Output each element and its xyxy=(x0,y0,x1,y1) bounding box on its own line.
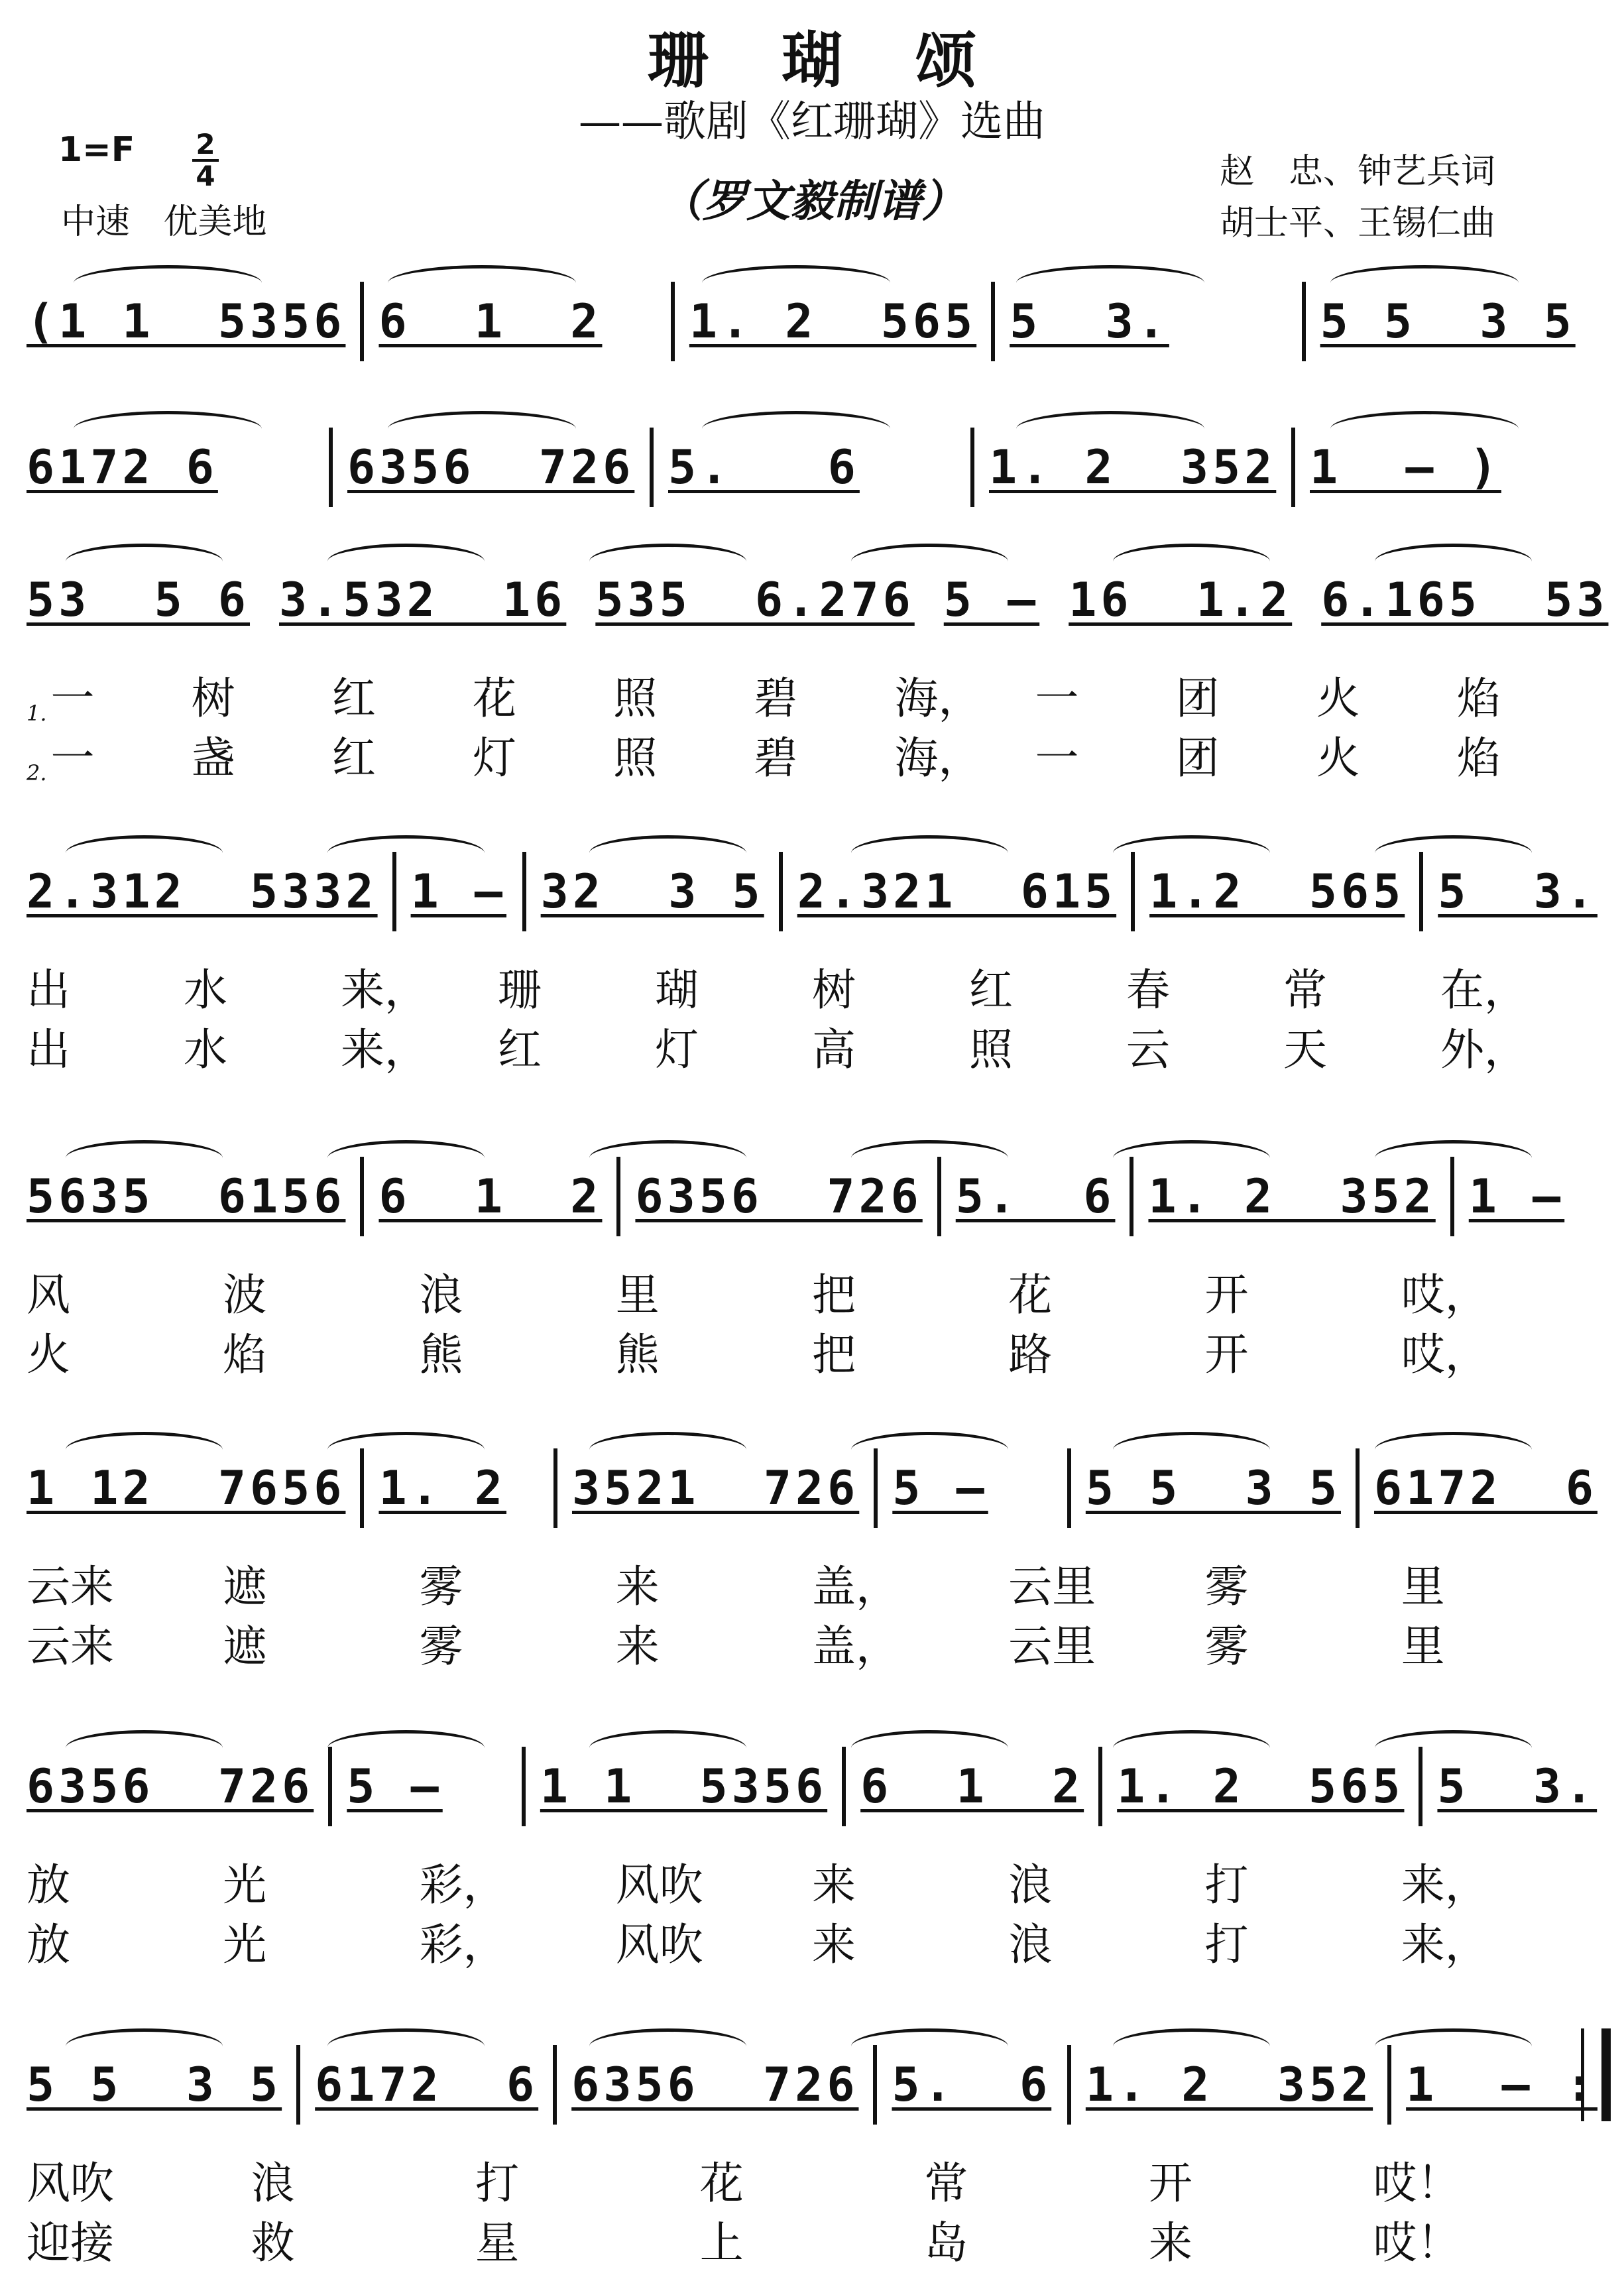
measure: 6356 726 xyxy=(347,440,635,495)
lyric-syllable: 红 xyxy=(498,1024,542,1075)
barline xyxy=(842,1747,846,1826)
slur xyxy=(1330,265,1519,283)
notation-line xyxy=(27,1757,1597,1816)
lyric-syllable: 里 xyxy=(1401,1621,1445,1672)
barline xyxy=(991,282,995,361)
slur xyxy=(851,544,1008,561)
lyric-syllable: 红 xyxy=(331,732,376,784)
lyric-syllable: 碧 xyxy=(754,732,798,784)
lyric-syllable: 来 xyxy=(615,1561,660,1612)
slur xyxy=(388,411,576,429)
lyric-syllable: 水 xyxy=(184,965,227,1016)
slur xyxy=(589,1432,746,1450)
time-signature-top: 2 xyxy=(196,128,215,160)
lyric-syllable: 盏 xyxy=(191,732,235,784)
measure: 6356 726 xyxy=(571,2058,859,2112)
lyric-syllable: 来， xyxy=(341,965,428,1016)
barline xyxy=(1419,1747,1422,1826)
measure: 2.321 615 xyxy=(797,864,1117,919)
lyric-syllable: 雾 xyxy=(1204,1561,1249,1612)
measure: 6 1 2 xyxy=(860,1759,1084,1814)
measure: 6172 6 xyxy=(315,2058,539,2112)
measure: 1. 2 565 xyxy=(689,294,977,349)
lyric-syllable: 来 xyxy=(812,1919,856,1970)
barline xyxy=(1130,1157,1133,1236)
lyric-syllable: 放 xyxy=(27,1919,70,1970)
lyric-syllable: 常 xyxy=(924,2158,968,2209)
barline xyxy=(1291,428,1295,507)
measure: 1. 2 565 xyxy=(1117,1759,1405,1814)
slur xyxy=(66,1140,223,1158)
lyric-syllable: 云里 xyxy=(1008,1621,1096,1672)
slur xyxy=(1375,1730,1532,1748)
slur xyxy=(589,2028,746,2046)
measure: 6356 726 xyxy=(27,1759,314,1814)
lyric-syllable: 灯 xyxy=(655,1024,699,1075)
slur xyxy=(851,1432,1008,1450)
lyric-syllable: 彩， xyxy=(419,1859,507,1910)
verse-number: 2. xyxy=(27,760,47,786)
lyric-syllable: 把 xyxy=(812,1329,856,1380)
slur xyxy=(1113,2028,1270,2046)
lyric-syllable: 打 xyxy=(1204,1919,1249,1970)
lyric-line xyxy=(27,1611,1597,1674)
slur xyxy=(851,2028,1008,2046)
measure: 1 — : xyxy=(1406,2058,1597,2112)
barline xyxy=(1356,1448,1360,1528)
lyric-syllable: 灯 xyxy=(472,732,516,784)
lyric-syllable: 红 xyxy=(969,965,1013,1016)
lyric-syllable: 在， xyxy=(1440,965,1528,1016)
slur xyxy=(66,1432,223,1450)
notation-line xyxy=(27,2055,1597,2115)
lyric-syllable: 熊 xyxy=(419,1329,463,1380)
lyric-syllable: 盖， xyxy=(812,1621,899,1672)
slur xyxy=(1375,1432,1532,1450)
lyric-syllable: 哎， xyxy=(1401,1269,1489,1320)
lyric-syllable: 水 xyxy=(184,1024,227,1075)
barline xyxy=(360,282,364,361)
composer-credit: 胡士平、王锡仁曲 xyxy=(1220,204,1496,243)
barline xyxy=(1450,1157,1454,1236)
slur xyxy=(851,1140,1008,1158)
key-signature: 1=F xyxy=(58,130,135,170)
lyric-syllable: 春 xyxy=(1126,965,1170,1016)
notation-line xyxy=(27,862,1597,921)
notation-line xyxy=(27,292,1597,351)
lyric-line xyxy=(27,1909,1597,1972)
lyric-syllable: 遮 xyxy=(223,1561,267,1612)
lyric-syllable: 上 xyxy=(699,2217,744,2268)
lyric-syllable: 云来 xyxy=(27,1621,114,1672)
tempo-expression: 优美地 xyxy=(163,202,267,242)
measure: 53 5 6 xyxy=(27,573,251,627)
lyric-syllable: 浪 xyxy=(1008,1919,1053,1970)
slur xyxy=(327,835,485,853)
measure: 16 1.2 xyxy=(1069,573,1293,627)
lyric-syllable: 岛 xyxy=(924,2217,968,2268)
measure: 1. 2 xyxy=(378,1461,507,1515)
lyric-syllable: 花 xyxy=(472,673,516,724)
barline xyxy=(522,852,526,931)
lyric-syllable: 海， xyxy=(894,732,982,784)
time-signature xyxy=(192,130,219,191)
lyric-syllable: 打 xyxy=(475,2158,520,2209)
slur xyxy=(327,2028,485,2046)
measure: 1. 2 352 xyxy=(1148,1169,1436,1224)
slur xyxy=(388,265,576,283)
notation-line xyxy=(27,1167,1597,1226)
slur xyxy=(1113,544,1270,561)
lyric-syllable: 瑚 xyxy=(655,965,699,1016)
barline xyxy=(392,852,396,931)
barline xyxy=(1067,1448,1071,1528)
lyric-line xyxy=(27,723,1597,786)
measure: 535 6.276 xyxy=(595,573,915,627)
barline xyxy=(1302,282,1306,361)
lyric-syllable: 开 xyxy=(1204,1269,1249,1320)
measure: 1 — xyxy=(1468,1169,1565,1224)
lyric-syllable: 树 xyxy=(191,673,235,724)
slur xyxy=(1375,835,1532,853)
measure: 6356 726 xyxy=(635,1169,923,1224)
measure: 5 5 3 5 xyxy=(1085,1461,1341,1515)
lyric-line xyxy=(27,1551,1597,1614)
lyric-syllable: 外， xyxy=(1440,1024,1528,1075)
lyric-syllable: 开 xyxy=(1148,2158,1192,2209)
lyric-syllable: 浪 xyxy=(1008,1859,1053,1910)
lyric-syllable: 哎！ xyxy=(1373,2217,1461,2268)
measure: 1 12 7656 xyxy=(27,1461,346,1515)
lyric-syllable: 雾 xyxy=(1204,1621,1249,1672)
lyric-syllable: 盖， xyxy=(812,1561,899,1612)
lyric-syllable: 云来 xyxy=(27,1561,114,1612)
barline xyxy=(522,1747,526,1826)
measure: 5 — xyxy=(347,1759,443,1814)
slur xyxy=(1113,1432,1270,1450)
lyric-line xyxy=(27,1014,1597,1077)
lyric-syllable: 出 xyxy=(27,1024,70,1075)
lyric-syllable: 打 xyxy=(1204,1859,1249,1910)
lyric-syllable: 常 xyxy=(1283,965,1327,1016)
lyric-syllable: 浪 xyxy=(251,2158,295,2209)
lyric-syllable: 焰 xyxy=(223,1329,267,1380)
slur xyxy=(1375,2028,1532,2046)
lyric-syllable: 救 xyxy=(251,2217,295,2268)
slur xyxy=(1113,1730,1270,1748)
lyric-syllable: 一 xyxy=(1035,732,1079,784)
lyric-line xyxy=(27,955,1597,1018)
slur xyxy=(66,2028,223,2046)
lyric-syllable: 里 xyxy=(615,1269,660,1320)
lyric-syllable: 海， xyxy=(894,673,982,724)
measure: 5 — xyxy=(943,573,1040,627)
lyric-syllable: 团 xyxy=(1175,732,1220,784)
barline xyxy=(1387,2045,1391,2125)
slur xyxy=(1113,1140,1270,1158)
lyric-syllable: 浪 xyxy=(419,1269,463,1320)
lyric-syllable: 来 xyxy=(615,1621,660,1672)
measure: 6172 6 xyxy=(27,440,218,495)
lyric-syllable: 风吹 xyxy=(27,2158,114,2209)
lyric-syllable: 彩， xyxy=(419,1919,507,1970)
slur xyxy=(74,411,262,429)
barline xyxy=(779,852,783,931)
tempo-marking xyxy=(61,194,290,243)
slur xyxy=(589,1730,746,1748)
lyric-syllable: 团 xyxy=(1175,673,1220,724)
measure: 3.532 16 xyxy=(279,573,567,627)
lyric-syllable: 高 xyxy=(812,1024,856,1075)
lyric-syllable: 哎！ xyxy=(1373,2158,1461,2209)
slur xyxy=(66,544,223,561)
lyric-line xyxy=(27,2148,1597,2211)
measure: 5 3. xyxy=(1438,864,1597,919)
lyric-line xyxy=(27,663,1597,726)
measure: 6 1 2 xyxy=(378,1169,603,1224)
lyric-syllable: 来， xyxy=(1401,1919,1489,1970)
measure: 1. 2 352 xyxy=(1085,2058,1373,2112)
barline xyxy=(329,428,333,507)
lyric-syllable: 雾 xyxy=(419,1621,463,1672)
lyric-syllable: 照 xyxy=(613,732,658,784)
measure: 1 — xyxy=(410,864,507,919)
lyric-syllable: 放 xyxy=(27,1859,70,1910)
song-subtitle: ——歌剧《红珊瑚》选曲 xyxy=(579,97,1045,146)
lyric-syllable: 来， xyxy=(1401,1859,1489,1910)
barline xyxy=(970,428,974,507)
barline xyxy=(1419,852,1423,931)
measure: (1 1 5356 xyxy=(27,294,346,349)
lyric-syllable: 天 xyxy=(1283,1024,1327,1075)
lyric-syllable: 珊 xyxy=(498,965,542,1016)
barline xyxy=(360,1448,364,1528)
lyric-syllable: 光 xyxy=(223,1919,267,1970)
lyric-line xyxy=(27,1849,1597,1912)
slur xyxy=(702,411,890,429)
measure: 5 5 3 5 xyxy=(27,2058,282,2112)
lyric-syllable: 出 xyxy=(27,965,70,1016)
measure: 5. 6 xyxy=(668,440,860,495)
lyric-line xyxy=(27,2207,1597,2270)
measure: 1 — ) xyxy=(1310,440,1501,495)
barline xyxy=(360,1157,364,1236)
verse-number: 1. xyxy=(27,701,47,726)
lyric-syllable: 火 xyxy=(1316,732,1360,784)
notation-line xyxy=(27,1458,1597,1518)
measure: 3521 726 xyxy=(571,1461,860,1515)
slur xyxy=(66,835,223,853)
slur xyxy=(327,544,485,561)
lyric-syllable: 火 xyxy=(1316,673,1360,724)
barline xyxy=(671,282,675,361)
slur xyxy=(327,1730,485,1748)
measure: 5 5 3 5 xyxy=(1320,294,1576,349)
end-repeat-barline xyxy=(1581,2028,1611,2121)
slur xyxy=(74,265,262,283)
barline xyxy=(873,2045,877,2125)
slur xyxy=(327,1432,485,1450)
lyric-syllable: 焰 xyxy=(1456,732,1501,784)
lyric-syllable: 一 xyxy=(50,673,95,724)
measure: 32 3 5 xyxy=(540,864,764,919)
transcriber-note: （罗文毅制谱） xyxy=(659,175,965,227)
lyric-syllable: 遮 xyxy=(223,1621,267,1672)
barline xyxy=(328,1747,332,1826)
lyric-syllable: 来， xyxy=(341,1024,428,1075)
barline xyxy=(553,1448,557,1528)
time-signature-bottom: 4 xyxy=(196,160,215,192)
notation-line xyxy=(27,570,1609,630)
lyric-syllable: 一 xyxy=(1035,673,1079,724)
slur xyxy=(589,1140,746,1158)
slur xyxy=(1375,1140,1532,1158)
lyricist-credit: 赵 忠、钟艺兵词 xyxy=(1220,152,1496,192)
lyric-syllable: 路 xyxy=(1008,1329,1053,1380)
notation-line xyxy=(27,438,1597,497)
barline xyxy=(553,2045,557,2125)
lyric-syllable: 光 xyxy=(223,1859,267,1910)
measure: 2.312 5332 xyxy=(27,864,378,919)
slur xyxy=(851,1730,1008,1748)
slur xyxy=(702,265,890,283)
lyric-line xyxy=(27,1319,1597,1382)
song-title: 珊瑚颂 xyxy=(647,25,1049,96)
lyric-syllable: 照 xyxy=(969,1024,1013,1075)
barline xyxy=(1131,852,1135,931)
lyric-syllable: 照 xyxy=(613,673,658,724)
lyric-syllable: 火 xyxy=(27,1329,70,1380)
lyric-syllable: 一 xyxy=(50,732,95,784)
lyric-syllable: 碧 xyxy=(754,673,798,724)
slur xyxy=(851,835,1008,853)
lyric-syllable: 风吹 xyxy=(615,1859,703,1910)
barline xyxy=(1098,1747,1102,1826)
measure: 5 3. xyxy=(1437,1759,1597,1814)
lyric-syllable: 风吹 xyxy=(615,1919,703,1970)
lyric-syllable: 风 xyxy=(27,1269,70,1320)
slur xyxy=(1330,411,1519,429)
measure: 5635 6156 xyxy=(27,1169,346,1224)
lyric-syllable: 熊 xyxy=(615,1329,660,1380)
measure: 5 — xyxy=(892,1461,988,1515)
barline xyxy=(937,1157,941,1236)
lyric-syllable: 云 xyxy=(1126,1024,1170,1075)
lyric-syllable: 哎， xyxy=(1401,1329,1489,1380)
measure: 5. 6 xyxy=(892,2058,1052,2112)
lyric-syllable: 波 xyxy=(223,1269,267,1320)
barline xyxy=(874,1448,878,1528)
slur xyxy=(1016,265,1204,283)
lyric-syllable: 花 xyxy=(699,2158,744,2209)
measure: 6172 6 xyxy=(1373,1461,1597,1515)
lyric-syllable: 来 xyxy=(1148,2217,1192,2268)
lyric-syllable: 开 xyxy=(1204,1329,1249,1380)
measure: 6 1 2 xyxy=(378,294,603,349)
lyric-line xyxy=(27,1259,1597,1322)
lyric-syllable: 里 xyxy=(1401,1561,1445,1612)
lyric-syllable: 星 xyxy=(475,2217,520,2268)
lyric-syllable: 焰 xyxy=(1456,673,1501,724)
lyric-syllable: 云里 xyxy=(1008,1561,1096,1612)
slur xyxy=(589,835,746,853)
lyric-syllable: 把 xyxy=(812,1269,856,1320)
barline xyxy=(650,428,654,507)
measure: 6.165 53 xyxy=(1321,573,1609,627)
slur xyxy=(589,544,746,561)
credits xyxy=(1220,146,1495,249)
measure: 1. 2 352 xyxy=(989,440,1277,495)
lyric-syllable: 雾 xyxy=(419,1561,463,1612)
barline xyxy=(1067,2045,1071,2125)
slur xyxy=(1113,835,1270,853)
measure: 1 1 5356 xyxy=(540,1759,828,1814)
measure: 1.2 565 xyxy=(1149,864,1405,919)
tempo-speed: 中速 xyxy=(61,202,131,242)
lyric-syllable: 树 xyxy=(812,965,856,1016)
measure: 5. 6 xyxy=(955,1169,1116,1224)
lyric-syllable: 红 xyxy=(331,673,376,724)
slur xyxy=(327,1140,485,1158)
slur xyxy=(1016,411,1204,429)
barline xyxy=(296,2045,300,2125)
barline xyxy=(616,1157,620,1236)
measure: 5 3. xyxy=(1010,294,1169,349)
lyric-syllable: 来 xyxy=(812,1859,856,1910)
slur xyxy=(1375,544,1532,561)
lyric-syllable: 花 xyxy=(1008,1269,1053,1320)
slur xyxy=(66,1730,223,1748)
lyric-syllable: 迎接 xyxy=(27,2217,114,2268)
